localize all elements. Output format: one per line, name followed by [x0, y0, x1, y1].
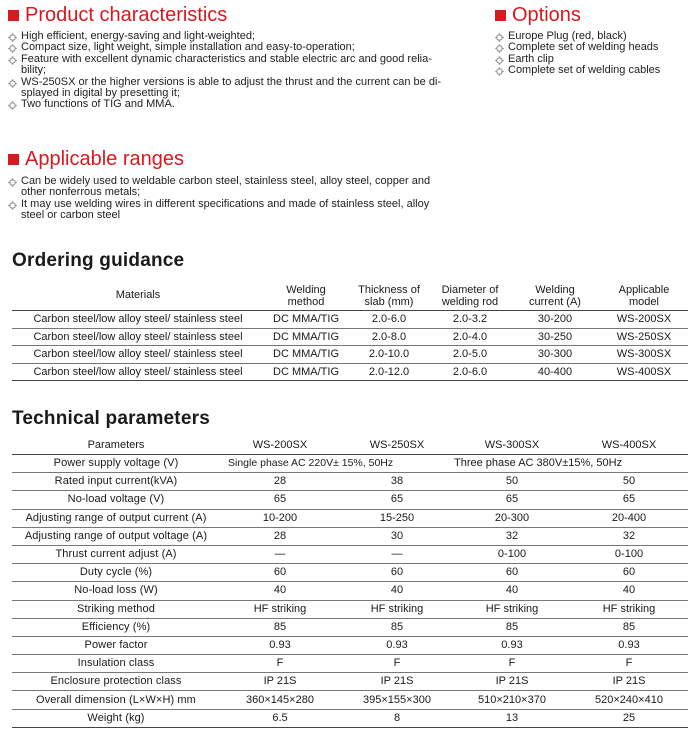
param-value: 20-300 — [454, 509, 570, 527]
param-value: HF striking — [454, 600, 570, 618]
gear-icon — [495, 67, 504, 76]
param-value: 8 — [340, 709, 454, 727]
gear-icon — [8, 44, 17, 53]
list-item-text: Europe Plug (red, black) — [508, 30, 627, 42]
param-value: 28 — [220, 473, 340, 491]
ordering-header-cell: Diameter of welding rod — [430, 274, 510, 311]
ordering-row — [12, 311, 688, 329]
options-list — [495, 31, 695, 77]
gear-icon — [8, 56, 17, 65]
list-item-text: Feature with excellent dynamic characteristics and stable electric arc and good relia- bility; — [21, 52, 432, 77]
ordering-cell: 2.0-10.0 — [348, 346, 430, 364]
param-value: F — [220, 655, 340, 673]
param-label: No-load voltage (V) — [12, 491, 220, 509]
param-label: Power supply voltage (V) — [12, 455, 220, 473]
ordering-header-row — [12, 274, 688, 311]
param-value: 60 — [340, 564, 454, 582]
product-characteristics-list — [8, 31, 488, 111]
param-value: 0-100 — [570, 545, 688, 563]
power-single-phase: Single phase AC 220V± 15%, 50Hz — [220, 455, 454, 473]
ordering-guidance-table — [12, 274, 688, 381]
option-item — [495, 65, 695, 76]
param-value: 0.93 — [340, 636, 454, 654]
ordering-header-cell: Applicable model — [600, 274, 688, 311]
technical-row — [12, 618, 688, 636]
param-value: 50 — [454, 473, 570, 491]
technical-header-cell: WS-400SX — [570, 436, 688, 455]
param-label: Efficiency (%) — [12, 618, 220, 636]
gear-icon — [495, 33, 504, 42]
ordering-row — [12, 346, 688, 364]
param-label: No-load loss (W) — [12, 582, 220, 600]
param-value: 13 — [454, 709, 570, 727]
param-label: Rated input current(kVA) — [12, 473, 220, 491]
param-value: HF striking — [570, 600, 688, 618]
technical-row — [12, 509, 688, 527]
ordering-cell: 30-300 — [510, 346, 600, 364]
param-value: 520×240×410 — [570, 691, 688, 709]
param-value: 510×210×370 — [454, 691, 570, 709]
list-item-text: High efficient, energy-saving and light-weighted; — [21, 30, 255, 42]
param-value: IP 21S — [454, 673, 570, 691]
param-value: 40 — [454, 582, 570, 600]
ordering-cell: 2.0-5.0 — [430, 346, 510, 364]
power-supply-row — [12, 455, 688, 473]
ordering-cell: WS-250SX — [600, 328, 688, 346]
options-title: Options — [512, 4, 581, 26]
product-feature-item — [8, 77, 488, 100]
red-square-icon — [8, 10, 19, 21]
param-value: 60 — [220, 564, 340, 582]
param-value: 15-250 — [340, 509, 454, 527]
param-value: 0.93 — [454, 636, 570, 654]
technical-header-cell: WS-250SX — [340, 436, 454, 455]
param-value: 25 — [570, 709, 688, 727]
param-value: 30 — [340, 527, 454, 545]
param-value: 395×155×300 — [340, 691, 454, 709]
technical-parameters-title: Technical parameters — [12, 408, 210, 429]
ordering-guidance-title: Ordering guidance — [12, 250, 185, 271]
ordering-row — [12, 363, 688, 381]
product-feature-item — [8, 54, 488, 77]
param-label: Duty cycle (%) — [12, 564, 220, 582]
param-value: 28 — [220, 527, 340, 545]
param-value: 65 — [454, 491, 570, 509]
technical-row — [12, 491, 688, 509]
product-characteristics-heading — [8, 4, 227, 26]
param-label: Thrust current adjust (A) — [12, 545, 220, 563]
ordering-cell: 2.0-4.0 — [430, 328, 510, 346]
param-label: Enclosure protection class — [12, 673, 220, 691]
technical-row — [12, 564, 688, 582]
param-label: Overall dimension (L×W×H) mm — [12, 691, 220, 709]
ordering-cell: 2.0-6.0 — [348, 311, 430, 329]
list-item-text: Complete set of welding cables — [508, 64, 661, 77]
list-item-text: Compact size, light weight, simple installation and easy-to-operation; — [21, 41, 355, 54]
gear-icon — [8, 178, 17, 187]
param-value: 0.93 — [570, 636, 688, 654]
param-value: 40 — [220, 582, 340, 600]
param-value: F — [570, 655, 688, 673]
technical-table-body — [12, 455, 688, 728]
list-item-text: WS-250SX or the higher versions is able to adjust the thrust and the current can be di- splayed in digital by presetting it; — [21, 75, 442, 100]
param-value: IP 21S — [220, 673, 340, 691]
power-three-phase: Three phase AC 380V±15%, 50Hz — [454, 455, 688, 473]
technical-row — [12, 545, 688, 563]
ordering-cell: Carbon steel/low alloy steel/ stainless steel — [12, 346, 264, 364]
technical-row — [12, 582, 688, 600]
technical-header-cell: Parameters — [12, 436, 220, 455]
technical-row — [12, 673, 688, 691]
ordering-header-cell: Welding current (A) — [510, 274, 600, 311]
param-value: 360×145×280 — [220, 691, 340, 709]
gear-icon — [495, 56, 504, 65]
ordering-header-cell: Welding method — [264, 274, 348, 311]
ordering-cell: DC MMA/TIG — [264, 363, 348, 381]
param-value: 65 — [340, 491, 454, 509]
ordering-cell: WS-400SX — [600, 363, 688, 381]
param-value: — — [220, 545, 340, 563]
param-value: 85 — [454, 618, 570, 636]
ordering-cell: Carbon steel/low alloy steel/ stainless steel — [12, 328, 264, 346]
ordering-cell: 30-200 — [510, 311, 600, 329]
param-value: 6.5 — [220, 709, 340, 727]
param-value: 40 — [340, 582, 454, 600]
product-characteristics-title: Product characteristics — [25, 4, 228, 26]
param-value: 40 — [570, 582, 688, 600]
ordering-cell: DC MMA/TIG — [264, 346, 348, 364]
param-value: 50 — [570, 473, 688, 491]
technical-row — [12, 600, 688, 618]
param-value: 60 — [570, 564, 688, 582]
technical-row — [12, 636, 688, 654]
gear-icon — [8, 201, 17, 210]
ordering-cell: 2.0-8.0 — [348, 328, 430, 346]
param-value: 0-100 — [454, 545, 570, 563]
list-item-text: Can be widely used to weldable carbon steel, stainless steel, alloy steel, copper and other nonferrous metals; — [21, 175, 431, 199]
ordering-header-cell: Thickness of slab (mm) — [348, 274, 430, 311]
param-value: 20-400 — [570, 509, 688, 527]
param-value: 85 — [340, 618, 454, 636]
list-item-text: Earth clip — [508, 52, 554, 65]
range-item — [8, 199, 488, 222]
list-item-text: Complete set of welding heads — [508, 41, 659, 54]
ordering-header-cell: Materials — [12, 274, 264, 311]
param-value: 32 — [454, 527, 570, 545]
param-label: Weight (kg) — [12, 709, 220, 727]
ordering-table-body — [12, 311, 688, 381]
param-value: IP 21S — [570, 673, 688, 691]
red-square-icon — [495, 10, 506, 21]
ordering-cell: WS-300SX — [600, 346, 688, 364]
range-item — [8, 176, 488, 199]
gear-icon — [8, 79, 17, 88]
technical-parameters-table — [12, 436, 688, 728]
technical-row — [12, 709, 688, 727]
applicable-ranges-heading — [8, 148, 184, 170]
param-label: Power factor — [12, 636, 220, 654]
list-item-text: It may use welding wires in different specifications and made of stainless steel, alloy steel or carbon steel — [21, 197, 430, 222]
technical-row — [12, 527, 688, 545]
ordering-cell: 40-400 — [510, 363, 600, 381]
ordering-cell: Carbon steel/low alloy steel/ stainless steel — [12, 311, 264, 329]
param-value: — — [340, 545, 454, 563]
ordering-cell: Carbon steel/low alloy steel/ stainless steel — [12, 363, 264, 381]
red-square-icon — [8, 154, 19, 165]
param-value: 38 — [340, 473, 454, 491]
param-label: Adjusting range of output voltage (A) — [12, 527, 220, 545]
technical-header-cell: WS-200SX — [220, 436, 340, 455]
technical-header-row — [12, 436, 688, 455]
ordering-cell: 2.0-6.0 — [430, 363, 510, 381]
ordering-cell: 2.0-3.2 — [430, 311, 510, 329]
list-item-text: Two functions of TIG and MMA. — [21, 98, 175, 111]
param-label: Adjusting range of output current (A) — [12, 509, 220, 527]
param-value: F — [454, 655, 570, 673]
ordering-cell: DC MMA/TIG — [264, 311, 348, 329]
param-value: 10-200 — [220, 509, 340, 527]
ordering-cell: WS-200SX — [600, 311, 688, 329]
gear-icon — [495, 44, 504, 53]
param-value: 65 — [570, 491, 688, 509]
param-value: HF striking — [340, 600, 454, 618]
param-value: HF striking — [220, 600, 340, 618]
param-value: F — [340, 655, 454, 673]
param-value: 85 — [220, 618, 340, 636]
gear-icon — [8, 101, 17, 110]
param-value: 65 — [220, 491, 340, 509]
technical-header-cell: WS-300SX — [454, 436, 570, 455]
technical-row — [12, 691, 688, 709]
param-value: 32 — [570, 527, 688, 545]
param-value: 85 — [570, 618, 688, 636]
ordering-cell: DC MMA/TIG — [264, 328, 348, 346]
applicable-ranges-list — [8, 176, 488, 222]
options-heading — [495, 4, 581, 26]
technical-row — [12, 655, 688, 673]
technical-row — [12, 473, 688, 491]
ordering-cell: 30-250 — [510, 328, 600, 346]
param-label: Insulation class — [12, 655, 220, 673]
applicable-ranges-title: Applicable ranges — [25, 148, 184, 170]
param-value: 0.93 — [220, 636, 340, 654]
ordering-cell: 2.0-12.0 — [348, 363, 430, 381]
param-value: IP 21S — [340, 673, 454, 691]
param-value: 60 — [454, 564, 570, 582]
param-label: Striking method — [12, 600, 220, 618]
product-feature-item — [8, 99, 488, 110]
ordering-row — [12, 328, 688, 346]
gear-icon — [8, 33, 17, 42]
